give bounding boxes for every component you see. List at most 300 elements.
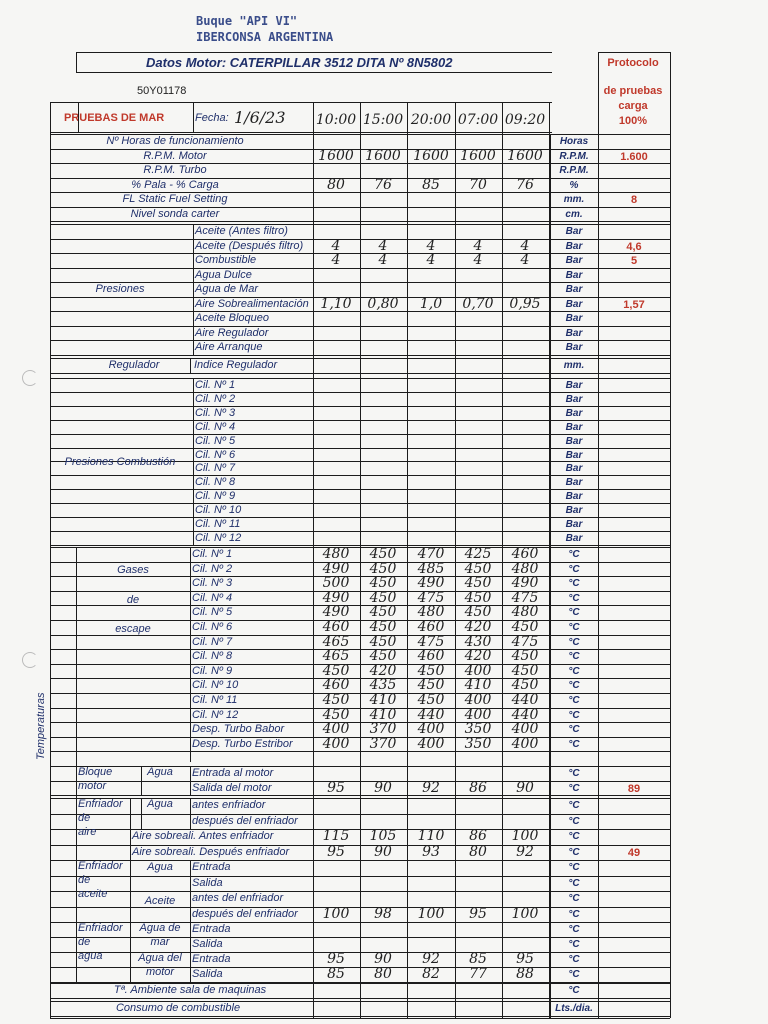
- reading-value: 1600: [365, 148, 401, 164]
- exhaust-row-label: Cil. Nº 3: [192, 577, 233, 589]
- exhaust-temp-value: 440: [511, 707, 539, 723]
- grid-line-v: [141, 798, 142, 829]
- water-cooler-temp-value: 88: [516, 966, 534, 982]
- motor-data-title: Datos Motor: CATERPILLAR 3512 DITA Nº 8N5802: [146, 55, 453, 70]
- unit-label: °C: [568, 666, 580, 677]
- exhaust-temp-value: 425: [464, 546, 492, 562]
- exhaust-temp-value: 450: [369, 648, 397, 664]
- water-cooler-temp-value: 85: [327, 966, 345, 982]
- row-line: [50, 937, 670, 938]
- reading-value: 1,10: [320, 296, 352, 312]
- fuel-consumption-label: Consumo de combustible: [115, 1002, 241, 1014]
- exhaust-temp-value: 430: [464, 634, 492, 650]
- grid-line-v: [141, 766, 142, 795]
- unit-label: %: [569, 180, 579, 191]
- exhaust-temp-value: 370: [369, 721, 397, 737]
- exhaust-temp-value: 490: [322, 561, 350, 577]
- exhaust-temp-value: 450: [369, 546, 397, 562]
- unit-label: °C: [568, 985, 580, 996]
- exhaust-temp-value: 475: [417, 590, 445, 606]
- exhaust-temp-value: 440: [511, 692, 539, 708]
- unit-label: °C: [568, 954, 580, 965]
- block-temp-value: 86: [469, 780, 487, 796]
- row-line: [50, 517, 670, 518]
- exhaust-temp-value: 400: [464, 692, 492, 708]
- ambient-temp-label: Tª. Ambiente sala de maquinas: [113, 984, 267, 996]
- exhaust-row-label: Cil. Nº 11: [192, 694, 238, 706]
- exhaust-temp-value: 420: [369, 663, 397, 679]
- frame-protocol-right: [670, 52, 671, 1018]
- unit-label: Bar: [565, 299, 583, 310]
- exhaust-temp-value: 465: [322, 648, 350, 664]
- oil-cooler-row-label: Salida: [192, 877, 223, 889]
- protocol-value: 4,6: [626, 241, 642, 253]
- grid-line-h: [50, 132, 552, 133]
- grid-line-v: [130, 798, 131, 860]
- section-title: PRUEBAS DE MAR: [64, 112, 165, 124]
- cylinder-label: Cil. Nº 6: [195, 449, 236, 461]
- row-label: % Pala - % Carga: [131, 179, 219, 191]
- exhaust-temp-value: 490: [511, 575, 539, 591]
- air-cooler-label: de: [78, 812, 91, 824]
- exhaust-temp-value: 435: [369, 677, 397, 693]
- exhaust-temp-value: 450: [369, 575, 397, 591]
- unit-label: Bar: [565, 491, 583, 502]
- reading-value: 4: [378, 238, 388, 254]
- exhaust-temp-value: 460: [511, 546, 539, 562]
- exhaust-row-label: Cil. Nº 1: [192, 548, 233, 560]
- title-rule: [76, 52, 552, 53]
- reference-number: 50Y01178: [137, 85, 187, 97]
- gases-label: Gases: [117, 564, 149, 576]
- row-line: [50, 781, 670, 782]
- air-cooler-temp-value: 95: [327, 844, 345, 860]
- water-cooler-row-label: Salida: [192, 968, 223, 980]
- pressure-label: Aire Arranque: [195, 341, 263, 353]
- exhaust-temp-value: 450: [511, 619, 539, 635]
- grid-line-v: [190, 860, 191, 922]
- water-cooler-temp-value: 82: [422, 966, 440, 982]
- exhaust-temp-value: 410: [369, 707, 397, 723]
- oil-cooler-label: Enfriador: [78, 860, 123, 872]
- protocol-value: 49: [627, 847, 641, 859]
- row-line: [50, 708, 670, 709]
- exhaust-temp-value: 450: [464, 604, 492, 620]
- reading-value: 4: [426, 238, 436, 254]
- row-line: [50, 311, 670, 312]
- unit-label: Bar: [565, 450, 583, 461]
- row-line: [50, 475, 670, 476]
- unit-label: Bar: [565, 533, 583, 544]
- air-cooler-temp-value: 115: [322, 828, 350, 844]
- water-cooler-temp-value: 95: [516, 951, 534, 967]
- grid-line-v: [190, 766, 191, 795]
- row-line: [50, 737, 670, 738]
- air-cooler-temp-value: 90: [374, 844, 392, 860]
- unit-label: Lts./dia.: [555, 1003, 593, 1014]
- combustion-group-label: Presiones Combustión: [64, 456, 176, 468]
- protocol-box-top: [598, 52, 670, 53]
- gases-label: escape: [115, 623, 151, 635]
- protocol-load: carga: [618, 100, 648, 112]
- section-border: [50, 221, 670, 222]
- block-row-label: Entrada al motor: [192, 767, 274, 779]
- cylinder-label: Cil. Nº 9: [195, 490, 236, 502]
- exhaust-temp-value: 400: [464, 707, 492, 723]
- cylinder-label: Cil. Nº 3: [195, 407, 236, 419]
- protocol-value: 1.600: [620, 151, 648, 163]
- exhaust-temp-value: 490: [417, 575, 445, 591]
- reading-value: 1600: [318, 148, 354, 164]
- pressure-label: Aire Regulador: [195, 327, 269, 339]
- unit-label: °C: [568, 862, 580, 873]
- reading-value: 76: [516, 177, 534, 193]
- exhaust-temp-value: 475: [511, 590, 539, 606]
- air-cooler-temp-value: 110: [417, 828, 445, 844]
- reading-value: 4: [473, 238, 483, 254]
- unit-label: Bar: [565, 505, 583, 516]
- unit-label: °C: [568, 549, 580, 560]
- exhaust-temp-value: 400: [464, 663, 492, 679]
- exhaust-temp-value: 350: [464, 736, 492, 752]
- unit-label: Bar: [565, 436, 583, 447]
- grid-line-v: [190, 358, 191, 373]
- pressure-label: Agua Dulce: [195, 269, 252, 281]
- exhaust-temp-value: 475: [417, 634, 445, 650]
- unit-label: °C: [568, 783, 580, 794]
- exhaust-temp-value: 450: [369, 634, 397, 650]
- reading-value: 80: [327, 177, 345, 193]
- exhaust-temp-value: 450: [369, 604, 397, 620]
- reading-value: 85: [422, 177, 440, 193]
- oil-cooler-label: aceite: [78, 888, 108, 900]
- exhaust-temp-value: 400: [511, 721, 539, 737]
- unit-label: °C: [568, 800, 580, 811]
- grid-line-v: [193, 102, 194, 132]
- reading-value: 0,80: [367, 296, 399, 312]
- exhaust-temp-value: 450: [369, 590, 397, 606]
- unit-label: °C: [568, 578, 580, 589]
- unit-label: °C: [568, 564, 580, 575]
- temperaturas-divider: [76, 547, 77, 983]
- exhaust-temp-value: 350: [464, 721, 492, 737]
- exhaust-row-label: Cil. Nº 10: [192, 679, 239, 691]
- engine-water-label: Agua del: [138, 952, 182, 964]
- section-border: [50, 860, 670, 861]
- row-line: [50, 576, 670, 577]
- pressure-label: Aceite Bloqueo: [195, 312, 269, 324]
- unit-label: °C: [568, 847, 580, 858]
- block-temp-value: 90: [516, 780, 534, 796]
- exhaust-temp-value: 450: [369, 619, 397, 635]
- unit-label: °C: [568, 939, 580, 950]
- unit-label: °C: [568, 909, 580, 920]
- air-cooler-row-label: después del enfriador: [192, 815, 298, 827]
- reading-value: 4: [426, 252, 436, 268]
- exhaust-temp-value: 480: [511, 561, 539, 577]
- unit-label: Bar: [565, 463, 583, 474]
- oil-cooler-temp-value: 100: [417, 906, 445, 922]
- exhaust-temp-value: 410: [464, 677, 492, 693]
- exhaust-temp-value: 400: [417, 736, 445, 752]
- air-cooler-temp-value: 92: [516, 844, 534, 860]
- protocol-value: 1,57: [623, 299, 645, 311]
- exhaust-temp-value: 450: [464, 561, 492, 577]
- row-label: R.P.M. Motor: [143, 150, 207, 162]
- grid-line-v: [130, 860, 131, 922]
- company-name: IBERCONSA ARGENTINA: [196, 30, 334, 44]
- exhaust-row-label: Cil. Nº 5: [192, 606, 233, 618]
- row-line: [50, 448, 670, 449]
- block-row-label: Salida del motor: [192, 782, 272, 794]
- protocol-value: 5: [630, 255, 638, 267]
- time-header: 15:00: [362, 112, 404, 128]
- grid-line-v: [78, 102, 79, 132]
- unit-label: °C: [568, 878, 580, 889]
- unit-label: °C: [568, 651, 580, 662]
- reading-value: 4: [331, 238, 341, 254]
- exhaust-temp-value: 450: [464, 590, 492, 606]
- time-header: 10:00: [315, 112, 357, 128]
- exhaust-temp-value: 420: [464, 648, 492, 664]
- air-cooler-temp-value: 100: [511, 828, 539, 844]
- row-line: [50, 591, 670, 592]
- row-line: [50, 434, 670, 435]
- time-header: 20:00: [410, 112, 452, 128]
- oil-cooler-temp-value: 100: [322, 906, 350, 922]
- row-line: [50, 326, 670, 327]
- title-rule-lower: [76, 72, 552, 73]
- cylinder-label: Cil. Nº 2: [195, 393, 236, 405]
- unit-label: Bar: [565, 255, 583, 266]
- row-line: [50, 239, 670, 240]
- exhaust-temp-value: 450: [511, 648, 539, 664]
- exhaust-temp-value: 480: [322, 546, 350, 562]
- row-line: [50, 814, 670, 815]
- exhaust-temp-value: 450: [417, 663, 445, 679]
- row-line: [50, 503, 670, 504]
- section-border: [50, 998, 670, 999]
- cylinder-label: Cil. Nº 5: [195, 435, 236, 447]
- exhaust-row-label: Cil. Nº 12: [192, 709, 239, 721]
- exhaust-row-label: Desp. Turbo Estribor: [192, 738, 293, 750]
- reading-value: 4: [378, 252, 388, 268]
- cylinder-label: Cil. Nº 10: [195, 504, 242, 516]
- exhaust-temp-value: 450: [322, 707, 350, 723]
- sea-water-label: mar: [150, 936, 170, 948]
- gases-label: de: [126, 594, 140, 606]
- section-border: [50, 1016, 670, 1017]
- oil-cooler-row-label: después del enfriador: [192, 908, 298, 920]
- row-line: [50, 420, 670, 421]
- protocol-value: 89: [627, 783, 641, 795]
- presiones-divider: [193, 224, 194, 355]
- row-line: [50, 562, 670, 563]
- row-line: [50, 891, 670, 892]
- reading-value: 1,0: [419, 296, 443, 312]
- exhaust-temp-value: 420: [464, 619, 492, 635]
- punch-hole: [22, 370, 38, 386]
- unit-label: °C: [568, 739, 580, 750]
- row-label: FL Static Fuel Setting: [122, 193, 228, 205]
- block-label: motor: [78, 780, 107, 792]
- exhaust-temp-value: 485: [417, 561, 445, 577]
- section-border: [50, 545, 670, 546]
- section-border: [50, 766, 670, 767]
- gases-divider: [190, 547, 191, 762]
- exhaust-temp-value: 490: [322, 590, 350, 606]
- unit-label: Bar: [565, 519, 583, 530]
- row-line: [50, 489, 670, 490]
- water-cooler-label: Enfriador: [78, 922, 123, 934]
- row-line: [50, 967, 670, 968]
- protocol-percent: 100%: [618, 115, 648, 127]
- exhaust-row-label: Cil. Nº 4: [192, 592, 233, 604]
- reading-value: 4: [520, 238, 530, 254]
- reading-value: 1600: [507, 148, 543, 164]
- unit-label: Bar: [565, 226, 583, 237]
- reading-value: 4: [331, 252, 341, 268]
- exhaust-temp-value: 400: [322, 721, 350, 737]
- row-line: [50, 406, 670, 407]
- exhaust-temp-value: 500: [322, 575, 350, 591]
- cylinder-label: Cil. Nº 8: [195, 476, 236, 488]
- row-line: [50, 531, 670, 532]
- exhaust-temp-value: 450: [511, 677, 539, 693]
- unit-label: Bar: [565, 284, 583, 295]
- pressure-label: Aceite (Después filtro): [195, 240, 304, 252]
- block-temp-value: 92: [422, 780, 440, 796]
- regulador-label: Regulador: [108, 359, 160, 371]
- row-line: [50, 664, 670, 665]
- exhaust-temp-value: 460: [322, 677, 350, 693]
- pressure-label: Agua de Mar: [195, 283, 258, 295]
- row-line: [50, 649, 670, 650]
- regulador-index-label: Indice Regulador: [194, 359, 278, 371]
- row-line: [50, 392, 670, 393]
- oil-cooler-temp-value: 100: [511, 906, 539, 922]
- unit-label: Bar: [565, 408, 583, 419]
- exhaust-temp-value: 450: [511, 663, 539, 679]
- exhaust-row-label: Cil. Nº 8: [192, 650, 233, 662]
- section-border: [50, 547, 670, 548]
- reading-value: 0,70: [462, 296, 494, 312]
- row-label: Nivel sonda carter: [130, 208, 220, 220]
- air-cooler-row-label: antes enfriador: [192, 799, 266, 811]
- row-line: [50, 678, 670, 679]
- section-border: [50, 751, 670, 752]
- grid-line-v: [130, 922, 131, 983]
- oil-cooler-row-label: Entrada: [192, 861, 231, 873]
- water-cooler-label: agua: [78, 950, 103, 962]
- exhaust-temp-value: 400: [322, 736, 350, 752]
- air-cooler-temp-value: 93: [422, 844, 440, 860]
- unit-label: °C: [568, 831, 580, 842]
- reading-value: 4: [473, 252, 483, 268]
- water-cooler-row-label: Entrada: [192, 953, 231, 965]
- block-temp-value: 90: [374, 780, 392, 796]
- unit-label: Bar: [565, 342, 583, 353]
- water-cooler-temp-value: 92: [422, 951, 440, 967]
- row-line: [50, 620, 670, 621]
- water-cooler-temp-value: 90: [374, 951, 392, 967]
- pressure-label: Aire Sobrealimentación: [195, 298, 309, 310]
- section-border: [50, 355, 670, 356]
- row-line: [50, 876, 670, 877]
- water-cooler-row-label: Salida: [192, 938, 223, 950]
- reading-value: 1600: [460, 148, 496, 164]
- unit-label: cm.: [565, 209, 583, 220]
- section-border: [50, 373, 670, 374]
- water-label: Agua: [147, 861, 173, 873]
- air-cooler-temp-value: 86: [469, 828, 487, 844]
- oil-label: Aceite: [144, 895, 176, 907]
- unit-label: R.P.M.: [559, 151, 589, 162]
- exhaust-row-label: Cil. Nº 6: [192, 621, 233, 633]
- engine-water-label: motor: [145, 966, 175, 978]
- air-cooler-label: aire: [78, 826, 97, 838]
- unit-label: Horas: [559, 136, 589, 147]
- cylinder-label: Cil. Nº 1: [195, 379, 236, 391]
- date-value: 1/6/23: [234, 108, 286, 127]
- unit-label: Bar: [565, 313, 583, 324]
- exhaust-temp-value: 400: [511, 736, 539, 752]
- block-temp-value: 95: [327, 780, 345, 796]
- unit-label: °C: [568, 680, 580, 691]
- exhaust-temp-value: 470: [417, 546, 445, 562]
- row-line: [50, 722, 670, 723]
- unit-label: Bar: [565, 380, 583, 391]
- reading-value: 70: [469, 177, 487, 193]
- row-label: R.P.M. Turbo: [143, 164, 207, 176]
- exhaust-temp-value: 370: [369, 736, 397, 752]
- protocol-subtitle: de pruebas: [603, 85, 663, 97]
- water-cooler-temp-value: 77: [469, 966, 487, 982]
- row-line: [50, 693, 670, 694]
- presiones-group-label: Presiones: [95, 283, 145, 295]
- reading-value: 0,95: [509, 296, 541, 312]
- exhaust-row-label: Desp. Turbo Babor: [192, 723, 285, 735]
- grid-line-v: [190, 798, 191, 829]
- air-cooler-row-label: Aire sobreali. Después enfriador: [132, 846, 290, 858]
- unit-label: °C: [568, 710, 580, 721]
- exhaust-temp-value: 475: [511, 634, 539, 650]
- section-border: [50, 795, 670, 796]
- exhaust-temp-value: 460: [322, 619, 350, 635]
- oil-cooler-temp-value: 95: [469, 906, 487, 922]
- reading-value: 1600: [413, 148, 449, 164]
- cylinder-label: Cil. Nº 7: [195, 462, 236, 474]
- oil-cooler-row-label: antes del enfriador: [192, 892, 284, 904]
- unit-label: °C: [568, 593, 580, 604]
- water-cooler-temp-value: 80: [374, 966, 392, 982]
- water-label: Agua: [147, 798, 173, 810]
- row-line: [50, 907, 670, 908]
- row-line: [50, 635, 670, 636]
- unit-label: Bar: [565, 328, 583, 339]
- sea-water-label: Agua de: [139, 922, 181, 934]
- grid-line-h: [50, 102, 552, 103]
- exhaust-temp-value: 450: [417, 677, 445, 693]
- unit-label: °C: [568, 893, 580, 904]
- exhaust-temp-value: 450: [369, 561, 397, 577]
- exhaust-temp-value: 440: [417, 707, 445, 723]
- row-label: Nº Horas de funcionamiento: [106, 135, 244, 147]
- row-line: [50, 297, 670, 298]
- unit-label: °C: [568, 924, 580, 935]
- reading-value: 76: [374, 177, 392, 193]
- exhaust-temp-value: 450: [464, 575, 492, 591]
